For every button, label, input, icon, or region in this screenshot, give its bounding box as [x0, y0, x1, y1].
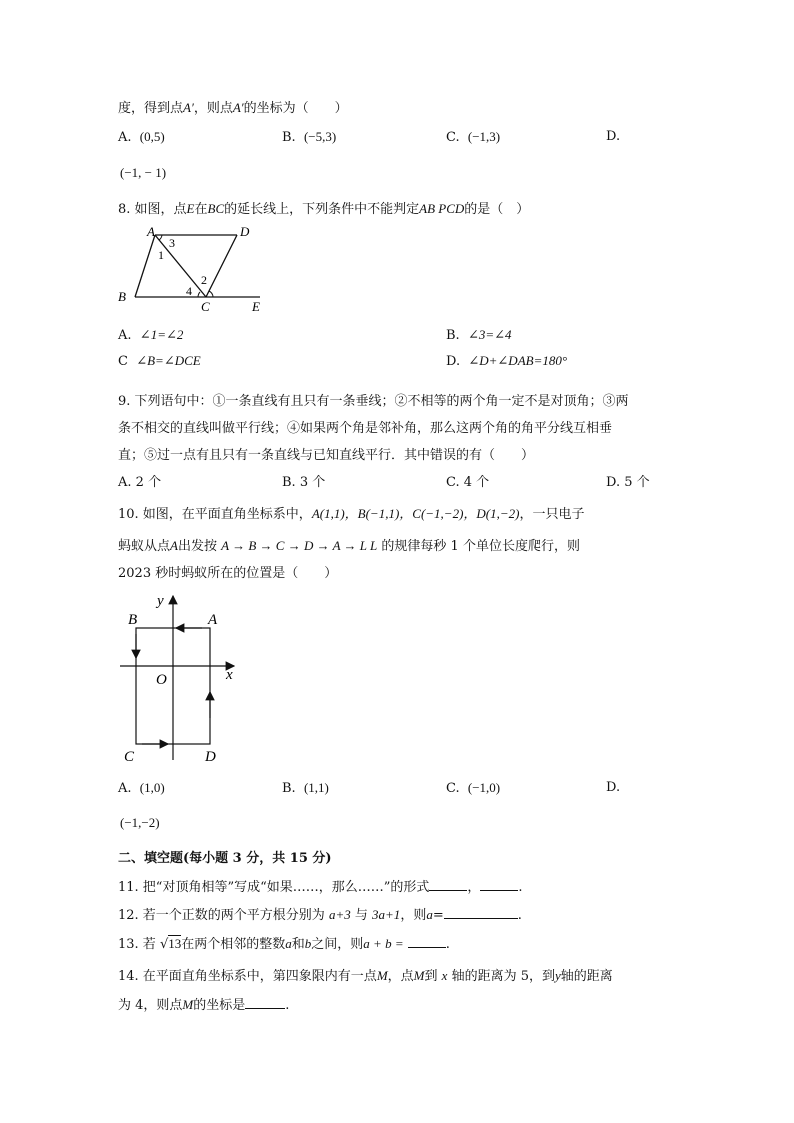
q7-option-c[interactable]: C. (−1,3)	[446, 129, 501, 145]
q10-option-c[interactable]: C. (−1,0)	[446, 780, 501, 796]
label-c: C	[201, 299, 210, 314]
q9-option-d[interactable]: D. 5 个	[606, 475, 650, 490]
q8-figure	[112, 222, 272, 317]
q10-line-2: 蚂蚁从点A出发按 A → B → C → D → A → L L 的规律每秒 1 个单位长度爬行，则	[118, 538, 580, 554]
q8-option-d[interactable]: D. ∠D+∠DAB=180°	[446, 353, 568, 369]
q8-option-a[interactable]: A. ∠1=∠2	[118, 327, 184, 343]
q9-option-b[interactable]: B. 3 个	[282, 475, 326, 490]
q8-option-c[interactable]: C ∠B=∠DCE	[118, 353, 201, 369]
q7-option-d[interactable]: D.	[606, 129, 621, 144]
label-angle-4: 4	[186, 284, 192, 298]
label-b: B	[118, 289, 126, 304]
q14-line-1: 14. 在平面直角坐标系中，第四象限内有一点M，点M到 x 轴的距离为 5，到y轴的距离	[118, 968, 613, 984]
q9-line-2: 条不相交的直线叫做平行线；④如果两个角是邻补角，那么这两个角的角平分线互相垂	[118, 421, 613, 436]
label-a: A	[208, 612, 218, 628]
label-d: D	[205, 749, 216, 765]
q10-line-3: 2023 秒时蚂蚁所在的位置是（ ）	[118, 566, 338, 581]
label-angle-1: 1	[158, 248, 164, 262]
q11: 11. 把“对顶角相等”写成“如果……，那么……”的形式 ， .	[118, 880, 523, 895]
label-angle-3: 3	[169, 236, 175, 250]
q13-blank[interactable]	[408, 935, 446, 948]
q9-option-a[interactable]: A. 2 个	[118, 475, 162, 490]
q10-option-d[interactable]: D.	[606, 780, 621, 795]
label-d: D	[240, 224, 250, 239]
q7-option-a[interactable]: A. (0,5)	[118, 129, 165, 145]
q12: 12. 若一个正数的两个平方根分别为 a+3 与 3a+1，则a= .	[118, 907, 522, 923]
q9-option-c[interactable]: C. 4 个	[446, 475, 490, 490]
angle-arc-3	[159, 235, 162, 240]
q11-blank-1[interactable]	[429, 878, 467, 891]
label-a: A	[147, 224, 155, 239]
q10-figure	[112, 588, 247, 770]
segment-dc	[206, 235, 237, 297]
angle-arc-2	[209, 291, 213, 297]
q10-option-b[interactable]: B. (1,1)	[282, 780, 329, 796]
angle-arc-4	[198, 292, 200, 297]
q10-option-d-value: (−1,−2)	[120, 815, 160, 830]
sqrt-symbol: √	[159, 937, 169, 952]
label-x: x	[226, 667, 233, 683]
label-angle-2: 2	[201, 273, 207, 287]
q9-line-1: 9. 下列语句中：①一条直线有且只有一条垂线；②不相等的两个角一定不是对顶角；③两	[118, 394, 629, 409]
q14-blank[interactable]	[245, 996, 285, 1009]
q10-line-1: 10. 如图，在平面直角坐标系中，A(1,1)，B(−1,1)，C(−1,−2)，D(1,−2)，一只电子	[118, 506, 585, 522]
q8-option-b[interactable]: B. ∠3=∠4	[446, 327, 512, 343]
label-e: E	[252, 299, 260, 314]
label-b: B	[128, 612, 138, 628]
q7-option-b[interactable]: B. (−5,3)	[282, 129, 337, 145]
q11-blank-2[interactable]	[480, 878, 518, 891]
q14-line-2: 为 4，则点M的坐标是 .	[118, 997, 290, 1013]
segment-ab	[135, 235, 155, 297]
label-c: C	[124, 749, 135, 765]
q7-stem-tail: 度，得到点A′，则点A′的坐标为（ ）	[118, 100, 348, 116]
section-title-fill-in: 二、填空题(每小题 3 分，共 15 分)	[118, 851, 332, 866]
q8-stem: 8. 如图，点E在BC的延长线上，下列条件中不能判定AB PCD的是（ ）	[118, 201, 530, 217]
q7-option-d-value: (−1, − 1)	[120, 165, 167, 180]
q9-line-3: 直；⑤过一点有且只有一条直线与已知直线平行．其中错误的有（ ）	[118, 448, 535, 463]
label-o: O	[156, 672, 167, 688]
q10-option-a[interactable]: A. (1,0)	[118, 780, 165, 796]
q13: 13. 若 √13在两个相邻的整数a和b之间，则a + b = .	[118, 936, 450, 952]
segment-ac	[155, 235, 206, 297]
q12-blank[interactable]	[444, 906, 518, 919]
label-y: y	[157, 593, 164, 609]
